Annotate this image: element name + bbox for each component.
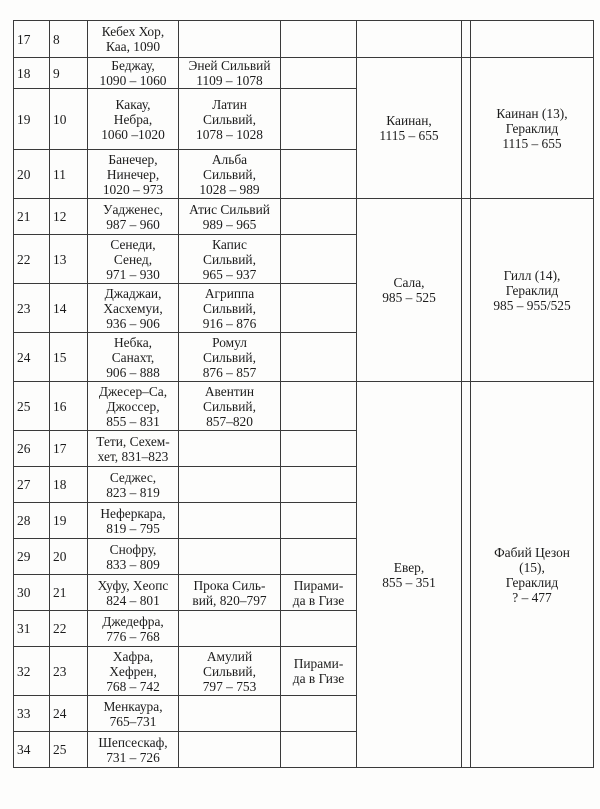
alba-king-cell: Атис Сильвий 989 – 965 [179,199,281,235]
dynasty-number-cell: 13 [50,235,88,284]
heraclid-cell: Каинан (13), Гераклид 1115 – 655 [471,58,594,199]
dynasty-number-cell: 11 [50,150,88,199]
pyramid-cell [281,382,357,431]
alba-king-cell: Латин Сильвий, 1078 – 1028 [179,89,281,150]
row-number-cell: 20 [14,150,50,199]
alba-king-cell [179,431,281,467]
spacer-cell [462,58,471,199]
pyramid-cell: Пирами- да в Гизе [281,575,357,611]
dynasty-number-cell: 20 [50,539,88,575]
pyramid-cell [281,199,357,235]
pharaoh-cell: Неферкара, 819 – 795 [88,503,179,539]
pyramid-cell [281,503,357,539]
alba-king-cell [179,539,281,575]
pharaoh-cell: Джедефра, 776 – 768 [88,611,179,647]
spacer-cell [462,21,471,58]
alba-king-cell: Агриппа Сильвий, 916 – 876 [179,284,281,333]
pharaoh-cell: Менкаура, 765–731 [88,696,179,732]
pharaoh-cell: Джесер–Са, Джоссер, 855 – 831 [88,382,179,431]
pharaoh-cell: Уадженес, 987 – 960 [88,199,179,235]
row-number-cell: 19 [14,89,50,150]
patriarch-cell: Сала, 985 – 525 [357,199,462,382]
alba-king-cell [179,503,281,539]
pharaoh-cell: Хафра, Хефрен, 768 – 742 [88,647,179,696]
alba-king-cell [179,21,281,58]
row-number-cell: 32 [14,647,50,696]
pharaoh-cell: Хуфу, Хеопс 824 – 801 [88,575,179,611]
patriarch-cell: Евер, 855 – 351 [357,382,462,768]
alba-king-cell [179,467,281,503]
pharaoh-cell: Какау, Небра, 1060 –1020 [88,89,179,150]
dynasty-number-cell: 24 [50,696,88,732]
pharaoh-cell: Седжес, 823 – 819 [88,467,179,503]
row-number-cell: 24 [14,333,50,382]
row-number-cell: 21 [14,199,50,235]
pyramid-cell [281,611,357,647]
alba-king-cell: Альба Сильвий, 1028 – 989 [179,150,281,199]
table-row [14,199,594,235]
alba-king-cell: Капис Сильвий, 965 – 937 [179,235,281,284]
pharaoh-cell: Небка, Санахт, 906 – 888 [88,333,179,382]
dynasty-number-cell: 21 [50,575,88,611]
pharaoh-cell: Кебех Хор, Каа, 1090 [88,21,179,58]
pyramid-cell [281,333,357,382]
row-number-cell: 34 [14,732,50,768]
row-number-cell: 17 [14,21,50,58]
pyramid-cell [281,732,357,768]
heraclid-cell [471,21,594,58]
pharaoh-cell: Шепсескаф, 731 – 726 [88,732,179,768]
dynasty-number-cell: 8 [50,21,88,58]
pyramid-cell [281,21,357,58]
alba-king-cell: Амулий Сильвий, 797 – 753 [179,647,281,696]
row-number-cell: 30 [14,575,50,611]
pyramid-cell [281,696,357,732]
alba-king-cell [179,696,281,732]
row-number-cell: 25 [14,382,50,431]
pharaoh-cell: Банечер, Нинечер, 1020 – 973 [88,150,179,199]
table-row [14,58,594,89]
alba-king-cell [179,611,281,647]
pyramid-cell [281,235,357,284]
dynasty-number-cell: 23 [50,647,88,696]
pyramid-cell: Пирами- да в Гизе [281,647,357,696]
row-number-cell: 18 [14,58,50,89]
pyramid-cell [281,89,357,150]
spacer-cell [462,199,471,382]
pyramid-cell [281,467,357,503]
heraclid-cell: Гилл (14), Гераклид 985 – 955/525 [471,199,594,382]
row-number-cell: 31 [14,611,50,647]
heraclid-cell: Фабий Цезон (15), Гераклид ? – 477 [471,382,594,768]
alba-king-cell: Авентин Сильвий, 857–820 [179,382,281,431]
spacer-cell [462,382,471,768]
alba-king-cell: Эней Сильвий 1109 – 1078 [179,58,281,89]
dynasty-number-cell: 10 [50,89,88,150]
dynasty-number-cell: 22 [50,611,88,647]
row-number-cell: 27 [14,467,50,503]
pyramid-cell [281,150,357,199]
row-number-cell: 33 [14,696,50,732]
dynasty-number-cell: 12 [50,199,88,235]
dynasty-number-cell: 9 [50,58,88,89]
alba-king-cell: Прока Силь- вий, 820–797 [179,575,281,611]
dynasty-number-cell: 18 [50,467,88,503]
dynasty-number-cell: 17 [50,431,88,467]
pharaoh-cell: Джаджаи, Хасхемуи, 936 – 906 [88,284,179,333]
table-row [14,21,594,58]
pyramid-cell [281,431,357,467]
row-number-cell: 26 [14,431,50,467]
dynasty-number-cell: 16 [50,382,88,431]
row-number-cell: 23 [14,284,50,333]
table-row [14,382,594,431]
pyramid-cell [281,284,357,333]
alba-king-cell: Ромул Сильвий, 876 – 857 [179,333,281,382]
pharaoh-cell: Тети, Сехем- хет, 831–823 [88,431,179,467]
patriarch-cell: Каинан, 1115 – 655 [357,58,462,199]
chronology-table [13,20,594,768]
pharaoh-cell: Беджау, 1090 – 1060 [88,58,179,89]
row-number-cell: 22 [14,235,50,284]
dynasty-number-cell: 25 [50,732,88,768]
row-number-cell: 28 [14,503,50,539]
alba-king-cell [179,732,281,768]
dynasty-number-cell: 15 [50,333,88,382]
dynasty-number-cell: 19 [50,503,88,539]
pharaoh-cell: Сенеди, Сенед, 971 – 930 [88,235,179,284]
pyramid-cell [281,539,357,575]
pharaoh-cell: Снофру, 833 – 809 [88,539,179,575]
pyramid-cell [281,58,357,89]
row-number-cell: 29 [14,539,50,575]
patriarch-cell [357,21,462,58]
dynasty-number-cell: 14 [50,284,88,333]
